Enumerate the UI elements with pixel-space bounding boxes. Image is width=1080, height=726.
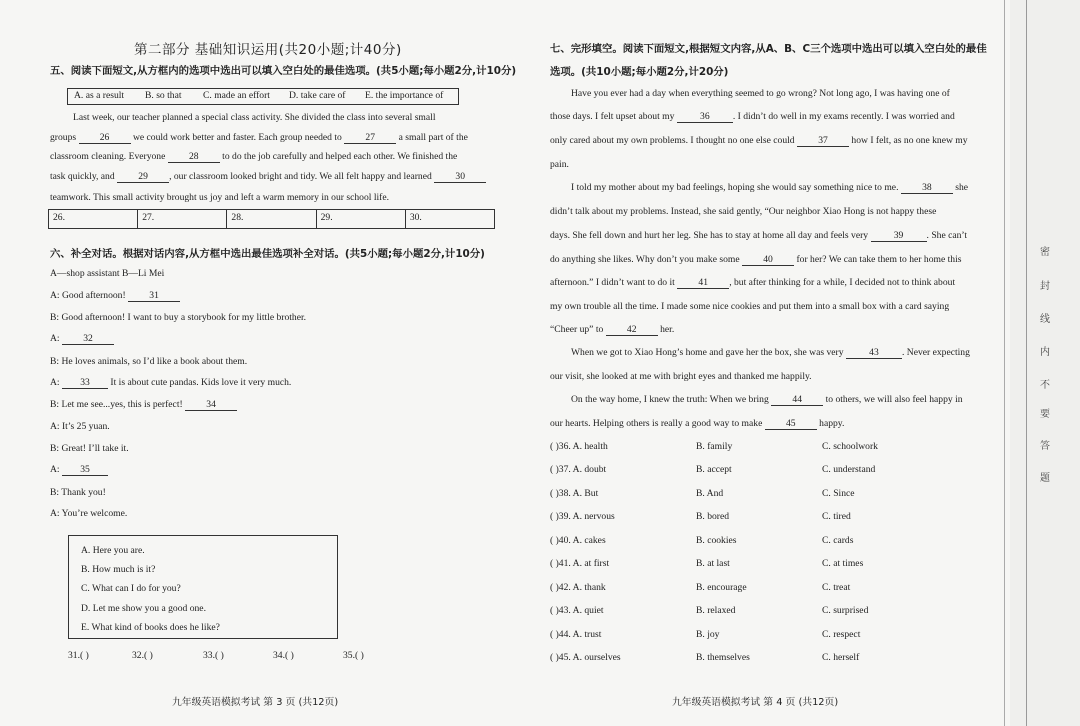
answer-cell-26[interactable]: 26.: [49, 210, 138, 228]
passage-line: I told my mother about my bad feelings, hoping she would say something nice to me. 38 she: [571, 182, 969, 193]
answer-cell-28[interactable]: 28.: [227, 210, 316, 228]
answer-slot-32[interactable]: 32.( ): [132, 650, 153, 661]
seal-char: 线: [1040, 314, 1050, 325]
blank-42[interactable]: 42: [606, 324, 658, 336]
blank-33[interactable]: 33: [62, 377, 108, 389]
option-d: D. take care of: [289, 90, 346, 101]
passage-line: pain.: [550, 159, 569, 170]
dialogue-line: A: 35: [50, 464, 108, 476]
dialogue-line: B: Good afternoon! I want to buy a storybook for my little brother.: [50, 312, 307, 323]
passage-line: teamwork. This small activity brought us joy and left a warm memory in our school life.: [50, 192, 389, 203]
section-7-title-line-1: 七、完形填空。阅读下面短文,根据短文内容,从A、B、C三个选项中选出可以填入空白处的最佳: [550, 43, 987, 55]
answer-slot-34[interactable]: 34.( ): [273, 650, 294, 661]
passage-line: those days. I felt upset about my 36 . I didn’t do well in my exams recently. I was worried and: [550, 111, 955, 122]
seal-char: 不: [1040, 380, 1050, 391]
option-a: A. as a result: [74, 90, 125, 101]
blank-26[interactable]: 26: [79, 132, 131, 144]
dialogue-option-e: E. What kind of books does he like?: [81, 622, 220, 633]
dialogue-line: A: 33 It is about cute pandas. Kids love it very much.: [50, 377, 292, 388]
section-6-option-box: [68, 535, 338, 639]
seal-char: 密: [1040, 247, 1050, 258]
passage-line: classroom cleaning. Everyone 28 to do the job carefully and helped each other. We finished the: [50, 151, 458, 162]
answer-slot-31[interactable]: 31.( ): [68, 650, 89, 661]
option-b: B. so that: [145, 90, 182, 101]
dialogue-roles: A—shop assistant B—Li Mei: [50, 268, 165, 279]
passage-line: task quickly, and 29 , our classroom looked bright and tidy. We all felt happy and learned 30: [50, 171, 486, 183]
passage-line: Last week, our teacher planned a special class activity. She divided the class into several small: [73, 112, 436, 123]
passage-line: Have you ever had a day when everything seemed to go wrong? Not long ago, I was having one of: [571, 88, 950, 99]
blank-31[interactable]: 31: [128, 290, 180, 302]
right-page: 七、完形填空。阅读下面短文,根据短文内容,从A、B、C三个选项中选出可以填入空白处的最佳 选项。(共10小题;每小题2分,计20分) Have you ever had a day when everything seemed to go wrong? Not long ago, I was having one of those days. I felt upset about my 36 . I didn’t do well in my exams recently. I was worried and only cared about my own problems. I thought no one else could 37 how I felt, as no one knew my pain. I told my mother about my bad feelings, hoping she would say something nice to me. 38 she didn’t talk about my problems. Instead, she said gently, “Our neighbor Xiao Hong is not happy these days. She fell down and hurt her leg. She has to stay at home all day and feels very 39 . She can’t do anything she likes. Why don’t you make some 40 for her? We can take them to her home this afternoon.” I didn’t want to do it 41 , but after thinking for a while, I decided not to think about my own trouble all the time. I made some nice cookies and put them into a small box with a card saying “Cheer up” to 42 her. When we got to Xiao Hong’s home and gave her the box, she was very 43 . Never expecting our visit, she looked at me with bright eyes and thanked me happily. On the way home, I knew the truth: When we bring 44 to others, we will also feel happy in our hearts. Helping others is really a good way to make 45 happy. ( )36. A. health B. family C. schoolwork ( )37. A. doubt B. accept C. understand ( )38. A. But B. And C. Since ( )39. A. nervous B. bored C. tired ( )40. A. cakes B. cookies C. cards ( )41. A. at first B. at last C. at times ( )42. A. thank B. encourage C. treat ( )43. A. quiet B. relaxed C. surprised ( )44. A. trust B. joy C. respect ( )45. A. ourselves B. themselves C. herself 九年级英语模拟考试 第 4 页 (共12页): [540, 0, 1010, 726]
blank-28[interactable]: 28: [168, 151, 220, 163]
section-5-title: 五、阅读下面短文,从方框内的选项中选出可以填入空白处的最佳选项。(共5小题;每小题2分,计10分): [50, 65, 517, 77]
blank-35[interactable]: 35: [62, 464, 108, 476]
answer-slot-33[interactable]: 33.( ): [203, 650, 224, 661]
dialogue-option-b: B. How much is it?: [81, 564, 156, 575]
blank-41[interactable]: 41: [677, 277, 729, 289]
passage-line: days. She fell down and hurt her leg. She has to stay at home all day and feels very 39 . She can’t: [550, 230, 968, 241]
part-title: 第二部分 基础知识运用(共20小题;计40分): [134, 42, 402, 58]
blank-37[interactable]: 37: [797, 135, 849, 147]
seal-char: 封: [1040, 281, 1050, 292]
blank-34[interactable]: 34: [185, 399, 237, 411]
seal-char: 答: [1040, 441, 1050, 452]
blank-45[interactable]: 45: [765, 418, 817, 430]
dialogue-line: B: Let me see...yes, this is perfect! 34: [50, 399, 237, 411]
dialogue-option-d: D. Let me show you a good one.: [81, 603, 206, 614]
section-6-title: 六、补全对话。根据对话内容,从方框中选出最佳选项补全对话。(共5小题;每小题2分,计10分): [50, 248, 485, 260]
blank-32[interactable]: 32: [62, 333, 114, 345]
answer-slot-35[interactable]: 35.( ): [343, 650, 364, 661]
blank-43[interactable]: 43: [846, 347, 902, 359]
section-7-title-line-2: 选项。(共10小题;每小题2分,计20分): [550, 66, 729, 78]
section-5-option-box: [67, 88, 459, 105]
option-c: C. made an effort: [203, 90, 270, 101]
seal-divider: [1004, 0, 1005, 726]
dialogue-line: A: It’s 25 yuan.: [50, 421, 110, 432]
answer-cell-30[interactable]: 30.: [409, 212, 422, 223]
answer-cell-27[interactable]: 27.: [138, 210, 227, 228]
dialogue-line: A: 32: [50, 333, 114, 345]
dialogue-line: A: Good afternoon! 31: [50, 290, 180, 302]
section-5-answer-grid: [48, 209, 495, 229]
passage-line: our hearts. Helping others is really a good way to make 45 happy.: [550, 418, 845, 429]
dialogue-option-a: A. Here you are.: [81, 545, 145, 556]
passage-line: my own trouble all the time. I made some nice cookies and put them into a small box with a card saying: [550, 301, 950, 312]
blank-29[interactable]: 29: [117, 171, 169, 183]
blank-27[interactable]: 27: [344, 132, 396, 144]
passage-line: groups 26 we could work better and faster. Each group needed to 27 a small part of the: [50, 132, 468, 143]
seal-char: 要: [1040, 409, 1050, 420]
passage-line: do anything she likes. Why don’t you make some 40 for her? We can take them to her home this: [550, 254, 962, 265]
passage-line: afternoon.” I didn’t want to do it 41 , but after thinking for a while, I decided not to think about: [550, 277, 956, 288]
passage-line: “Cheer up” to 42 her.: [550, 324, 675, 335]
dialogue-line: B: Great! I’ll take it.: [50, 443, 129, 454]
option-e: E. the importance of: [365, 90, 444, 101]
seal-line: [1026, 0, 1027, 726]
blank-36[interactable]: 36: [677, 111, 733, 123]
passage-line: our visit, she looked at me with bright eyes and thanked me happily.: [550, 371, 812, 382]
dialogue-line: B: He loves animals, so I’d like a book about them.: [50, 356, 248, 367]
blank-38[interactable]: 38: [901, 182, 953, 194]
seal-char: 内: [1040, 347, 1050, 358]
passage-line: When we got to Xiao Hong’s home and gave her the box, she was very 43 . Never expecting: [571, 347, 970, 358]
blank-30[interactable]: 30: [434, 171, 486, 183]
passage-line: didn’t talk about my problems. Instead, she said gently, “Our neighbor Xiao Hong is not happy these: [550, 206, 937, 217]
blank-40[interactable]: 40: [742, 254, 794, 266]
seal-strip: [1010, 0, 1080, 726]
page-footer-right: 九年级英语模拟考试 第 4 页 (共12页): [672, 697, 839, 708]
answer-cell-29[interactable]: 29.: [317, 210, 406, 228]
dialogue-option-c: C. What can I do for you?: [81, 583, 181, 594]
passage-line: On the way home, I knew the truth: When we bring 44 to others, we will also feel happy in: [571, 394, 963, 405]
page-footer-left: 九年级英语模拟考试 第 3 页 (共12页): [172, 697, 339, 708]
dialogue-line: B: Thank you!: [50, 487, 106, 498]
blank-39[interactable]: 39: [871, 230, 927, 242]
dialogue-line: A: You’re welcome.: [50, 508, 128, 519]
seal-char: 题: [1040, 473, 1050, 484]
passage-line: only cared about my own problems. I thought no one else could 37 how I felt, as no one knew my: [550, 135, 968, 146]
blank-44[interactable]: 44: [771, 394, 823, 406]
